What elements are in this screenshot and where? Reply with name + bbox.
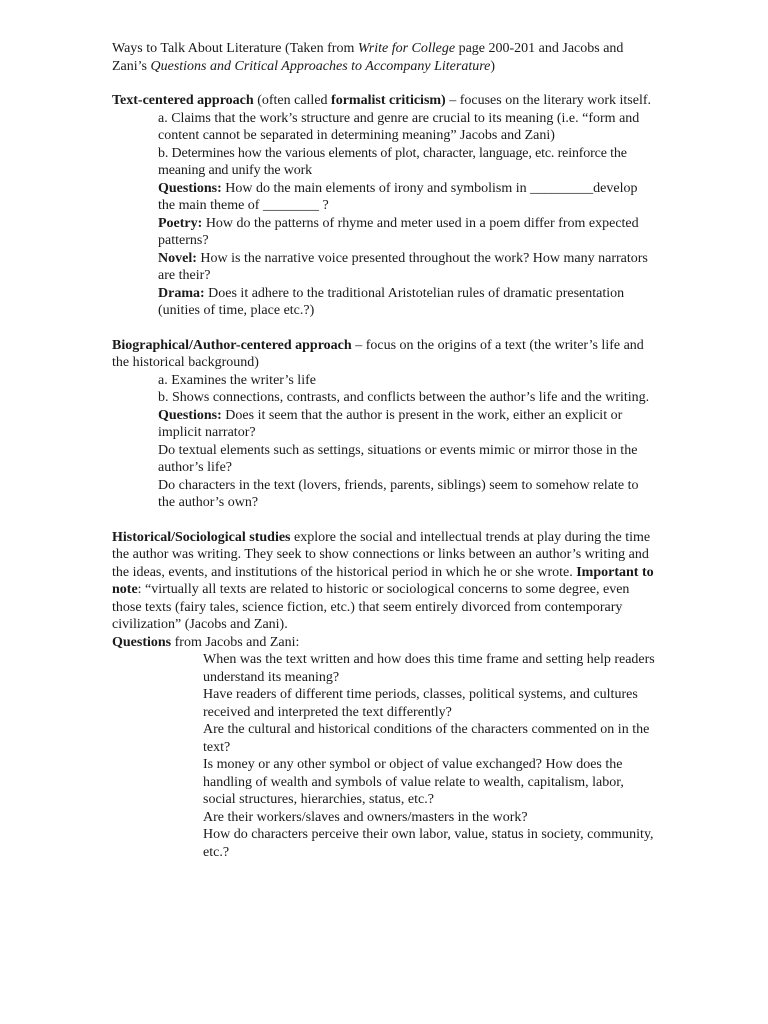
biographical-questions: Questions: Does it seem that the author is present in the work, either an explicit or implicit narrator? bbox=[158, 407, 623, 440]
biographical-question-3: Do characters in the text (lovers, friends, parents, siblings) seem to somehow relate to the author’s own? bbox=[158, 477, 639, 510]
book-title-write-for-college: Write for College bbox=[357, 41, 456, 56]
historical-question-6: How do characters perceive their own labor, value, status in society, community, etc.? bbox=[203, 827, 654, 860]
formalist-criticism-label: formalist criticism) bbox=[331, 93, 446, 108]
title-mid: page 200-201 and Jacobs and Zani’s bbox=[112, 41, 624, 74]
text-centered-section bbox=[112, 92, 657, 320]
historical-question-1: When was the text written and how does this time frame and setting help readers understand its meaning? bbox=[203, 652, 655, 685]
historical-section bbox=[112, 529, 657, 862]
book-title-questions: Questions and Critical Approaches to Accompany Literature bbox=[150, 58, 491, 74]
text-centered-questions: Questions: How do the main elements of irony and symbolism in _________develop the main theme of ________ ? bbox=[158, 180, 638, 213]
questions-label: Questions: bbox=[158, 180, 222, 196]
historical-question-2: Have readers of different time periods, classes, political systems, and cultures received and interpreted the text differently? bbox=[203, 687, 638, 720]
document-title bbox=[112, 40, 657, 75]
text-centered-drama: Drama: Does it adhere to the traditional Aristotelian rules of dramatic presentation (unities of time, place etc.?) bbox=[158, 285, 625, 318]
title-suffix: ) bbox=[490, 58, 496, 74]
novel-label: Novel: bbox=[158, 250, 197, 266]
text-centered-heading: Text-centered approach bbox=[112, 93, 254, 108]
text-centered-item-a: a. Claims that the work’s structure and genre are crucial to its meaning (i.e. “form and content cannot be separated in determining meaning” Jacobs and Zani) bbox=[158, 110, 640, 143]
poetry-label: Poetry: bbox=[158, 215, 203, 231]
biographical-item-b: b. Shows connections, contrasts, and conflicts between the author’s life and the writing. bbox=[158, 390, 650, 405]
title-prefix: Ways to Talk About Literature (Taken from bbox=[112, 41, 358, 56]
historical-question-3: Are the cultural and historical conditions of the characters commented on in the text? bbox=[203, 722, 650, 755]
biographical-item-a: a. Examines the writer’s life bbox=[158, 372, 316, 388]
historical-intro: Historical/Sociological studies explore the social and intellectual trends at play during the time the author was writing. They seek to show connections or links between an author’s writing and the ideas, events, and institutions of the historical period in which he or she wrote. Important to note: “virtually all texts are related to historic or sociological concerns to some degree, even those texts (fairy tales, science fiction, etc.) that seem entirely divorced from contemporary civilization” (Jacobs and Zani). bbox=[112, 529, 654, 632]
historical-question-list bbox=[112, 651, 657, 861]
text-centered-intro: Text-centered approach (often called formalist criticism) – focuses on the literary work itself. bbox=[112, 93, 652, 108]
important-note-label: Important to note bbox=[112, 564, 654, 597]
text-centered-item-b: b. Determines how the various elements of plot, character, language, etc. reinforce the meaning and unify the work bbox=[158, 145, 627, 178]
questions-label: Questions: bbox=[158, 407, 222, 423]
biographical-heading: Biographical/Author-centered approach bbox=[112, 337, 352, 353]
text-centered-list bbox=[112, 110, 657, 320]
biographical-section bbox=[112, 337, 657, 512]
biographical-list bbox=[112, 372, 657, 512]
document-page bbox=[112, 40, 657, 861]
questions-label: Questions bbox=[112, 634, 172, 650]
historical-question-4: Is money or any other symbol or object of value exchanged? How does the handling of wealth and symbols of value relate to wealth, capitalism, labor, social structures, hierarchies, status, etc.? bbox=[203, 757, 624, 807]
biographical-question-2: Do textual elements such as settings, situations or events mimic or mirror those in the author’s life? bbox=[158, 442, 638, 475]
text-centered-novel: Novel: How is the narrative voice presented throughout the work? How many narrators are their? bbox=[158, 250, 648, 283]
drama-label: Drama: bbox=[158, 285, 205, 301]
historical-heading: Historical/Sociological studies bbox=[112, 529, 291, 545]
historical-question-5: Are their workers/slaves and owners/masters in the work? bbox=[203, 809, 528, 825]
biographical-intro: Biographical/Author-centered approach – focus on the origins of a text (the writer’s life and the historical background) bbox=[112, 337, 644, 370]
historical-questions-heading: Questions from Jacobs and Zani: bbox=[112, 634, 300, 650]
text-centered-poetry: Poetry: How do the patterns of rhyme and meter used in a poem differ from expected patterns? bbox=[158, 215, 639, 248]
